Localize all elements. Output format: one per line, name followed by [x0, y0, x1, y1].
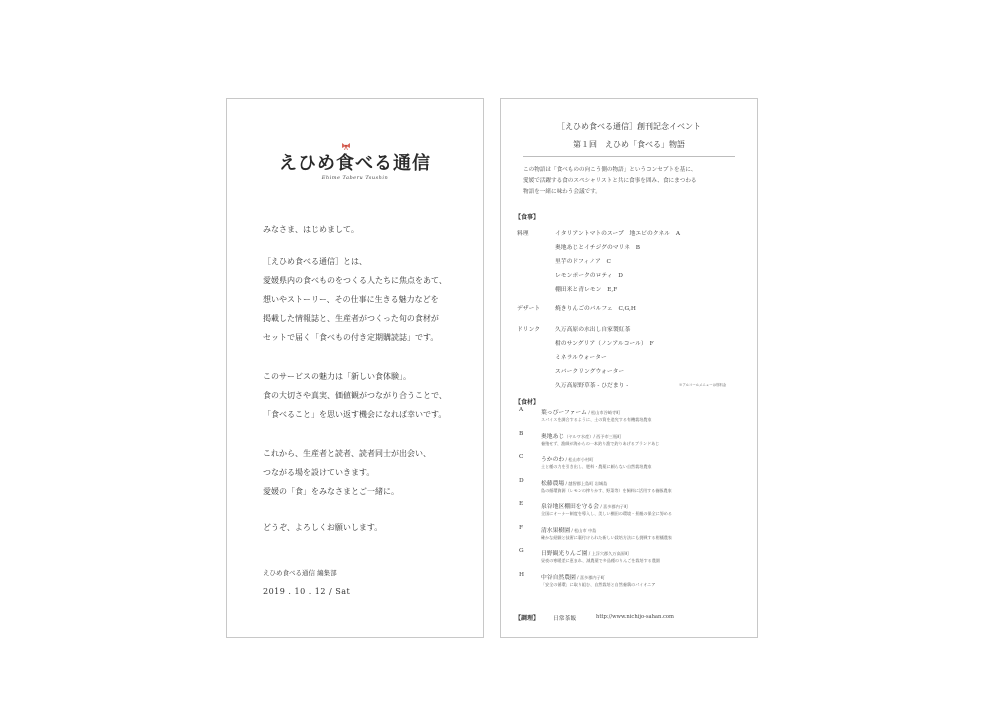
menu-item: 里芋のドフィノア C: [555, 259, 611, 265]
ingredient-producer: うかのわ: [541, 457, 565, 463]
paragraph-line: 想いやストーリー、その仕事に生きる魅力などを: [263, 295, 439, 304]
cook-name: 日常茶飯: [553, 616, 577, 622]
ingredient-key: B: [519, 430, 524, 437]
ingredient-location: / 松山市谷崎寺町: [586, 410, 621, 415]
ingredient-location: / 松山市 中島: [570, 527, 597, 533]
ingredient-name: [541, 407, 620, 416]
ingredient-key: A: [519, 407, 524, 413]
menu-item: 奥地あじとイチジグのマリネ B: [555, 245, 641, 251]
logo-text-pre: えひめ: [279, 153, 336, 174]
paragraph-line: これから、生産者と読者、読者同士が出会い、: [263, 449, 431, 458]
menu-category-dessert: デザート: [517, 306, 541, 312]
ingredient-description: 「安全の循環」に取り組む、自然栽培と自然養鶏のパイオニア: [541, 581, 656, 587]
ingredient-key: D: [519, 477, 524, 484]
menu-item: 久万高原の水出し自家製紅茶: [555, 327, 631, 333]
menu-item: 棚田米と青レモン E,F: [555, 287, 618, 293]
ingredient-producer: 泉谷地区棚田を守る会: [541, 504, 599, 510]
menu-item: スパークリングウォーター: [555, 369, 625, 375]
event-subtitle: 第１回 えひめ「食べる」物語: [573, 140, 685, 149]
ingredient-location: / 越智郡上島町 岩城島: [564, 480, 608, 486]
ingredient-producer: 清水果樹園: [541, 527, 570, 534]
divider: [523, 156, 735, 157]
menu-heading: 【食事】: [515, 214, 540, 221]
menu-item: ミネラルウォーター: [555, 355, 607, 361]
ingredient-name: [541, 454, 593, 463]
logo-text-mark: 食: [336, 153, 355, 174]
ingredient-description: スパイスを調合するように、土の質を追究する有機栽培農家: [541, 417, 652, 422]
ingredient-description: 土と種の力を引き出し、肥料・農薬に頼らない自然栽培農家: [541, 464, 652, 469]
menu-item: 久万高原野草茶 - ひだまり -: [555, 383, 629, 389]
menu-item: イタリアントマトのスープ 地エビのクネル A: [555, 231, 681, 237]
ingredient-name: [541, 501, 628, 510]
ingredient-name: [541, 548, 629, 557]
logo-mark: [336, 149, 355, 175]
menu-item: レモンポークのロティ D: [555, 273, 623, 279]
intro-line: この物語は「食べものの向こう側の物語」というコンセプトを基に、: [523, 167, 697, 173]
paragraph-line: つながる場を設けていきます。: [263, 468, 375, 477]
ingredient-description: 昼夜の寒暖差に恵まれ、減農薬で多品種のりんごを栽培する農園: [541, 558, 660, 563]
ingredient-name: [541, 572, 605, 581]
logo-subtitle: Ehime Taberu Tsushin: [321, 175, 389, 181]
ingredient-producer: 葉っぴーファーム: [541, 410, 587, 416]
ingredient-description: 島の循環資源（レモンの搾りかす、野菜等）を飼料に活用する養豚農家: [541, 487, 672, 493]
ingredient-key: H: [519, 571, 525, 578]
greeting-card: [226, 98, 484, 638]
logo-text-post: べる通信: [355, 153, 431, 174]
menu-item: 焼きりんごのパルフェ C,G,H: [555, 306, 636, 312]
ingredient-producer: 奥地あじ: [541, 433, 565, 440]
paragraph-line: 愛媛県内の食べものをつくる人たちに焦点をあて、: [263, 276, 447, 285]
ingredient-description: 確かな経験と技術に裏付けられた新しい栽培方法にも挑戦する柑橘農家: [541, 534, 672, 540]
ingredient-location: / 松山市小村町: [564, 457, 594, 462]
paragraph-line: 食の大切さや真実、価値観がつながり合うことで、: [263, 391, 447, 400]
ribbon-icon: [341, 142, 351, 150]
ingredient-location: （ヤルワ水産）/ 西予市三瓶町: [564, 433, 622, 439]
ingredient-key: G: [519, 548, 524, 554]
closing-text: どうぞ、よろしくお願いします。: [263, 523, 383, 532]
signature: えひめ食べる通信 編集部: [263, 569, 337, 577]
ingredient-name: [541, 431, 621, 440]
ingredient-location: / 喜多郡内子町: [598, 504, 629, 509]
ingredient-name: [541, 525, 596, 534]
paragraph-line: このサービスの魅力は「新しい食体験」。: [263, 372, 411, 381]
ingredient-producer: 中谷自然農園: [541, 574, 576, 581]
paragraph-line: ［えひめ食べる通信］とは、: [263, 257, 367, 266]
ingredients-heading: 【食材】: [515, 399, 540, 406]
menu-category-drink: ドリンク: [517, 327, 541, 333]
cook-url: http://www.nichijo-sahan.com: [596, 614, 674, 620]
date: 2019 . 10 . 12 / Sat: [263, 587, 351, 596]
ingredient-key: F: [519, 524, 524, 531]
greeting-text: みなさま、はじめまして。: [263, 225, 359, 234]
ingredient-name: [541, 478, 607, 487]
paragraph-line: 「食べること」を思い返す機会になれば幸いです。: [263, 410, 447, 419]
menu-category-cuisine: 料理: [517, 231, 529, 237]
cook-heading: 【調理】: [515, 615, 540, 622]
menu-item: 柑のサングリア（ノンアルコール） F: [555, 341, 654, 347]
event-title: ［えひめ食べる通信］創刊記念イベント: [557, 122, 701, 131]
ingredient-key: C: [519, 454, 524, 460]
paragraph-line: 掲載した情報誌と、生産者がつくった旬の食材が: [263, 314, 439, 323]
intro-line: 物語を一緒に味わう会議です。: [523, 189, 601, 195]
ingredient-key: E: [519, 501, 524, 507]
ingredient-description: 養殖せず、漁師が海からの一本釣り漁で釣りあげるブランドあじ: [541, 440, 660, 446]
intro-line: 愛媛で活躍する食のスペシャリストと共に食事を囲み、食にまつわる: [523, 178, 697, 184]
logo: [227, 149, 483, 175]
ingredient-producer: 松藤農場: [541, 480, 565, 487]
ingredient-location: / 上浮穴郡久万高原町: [587, 551, 630, 556]
event-card: [500, 98, 758, 638]
ingredient-location: / 喜多郡内子町: [575, 574, 605, 580]
paragraph-line: セットで届く「食べもの付き定期購読誌」です。: [263, 333, 439, 342]
paragraph-line: 愛媛の「食」をみなさまとご一緒に。: [263, 487, 399, 496]
ingredient-description: 全国にオーナー制度を導入し、美しい棚田の環境・景観の保全に努める: [541, 511, 672, 516]
menu-note: ※アルコールメニューは別料金: [679, 383, 727, 387]
ingredient-producer: 日野観光りんご園: [541, 551, 588, 557]
